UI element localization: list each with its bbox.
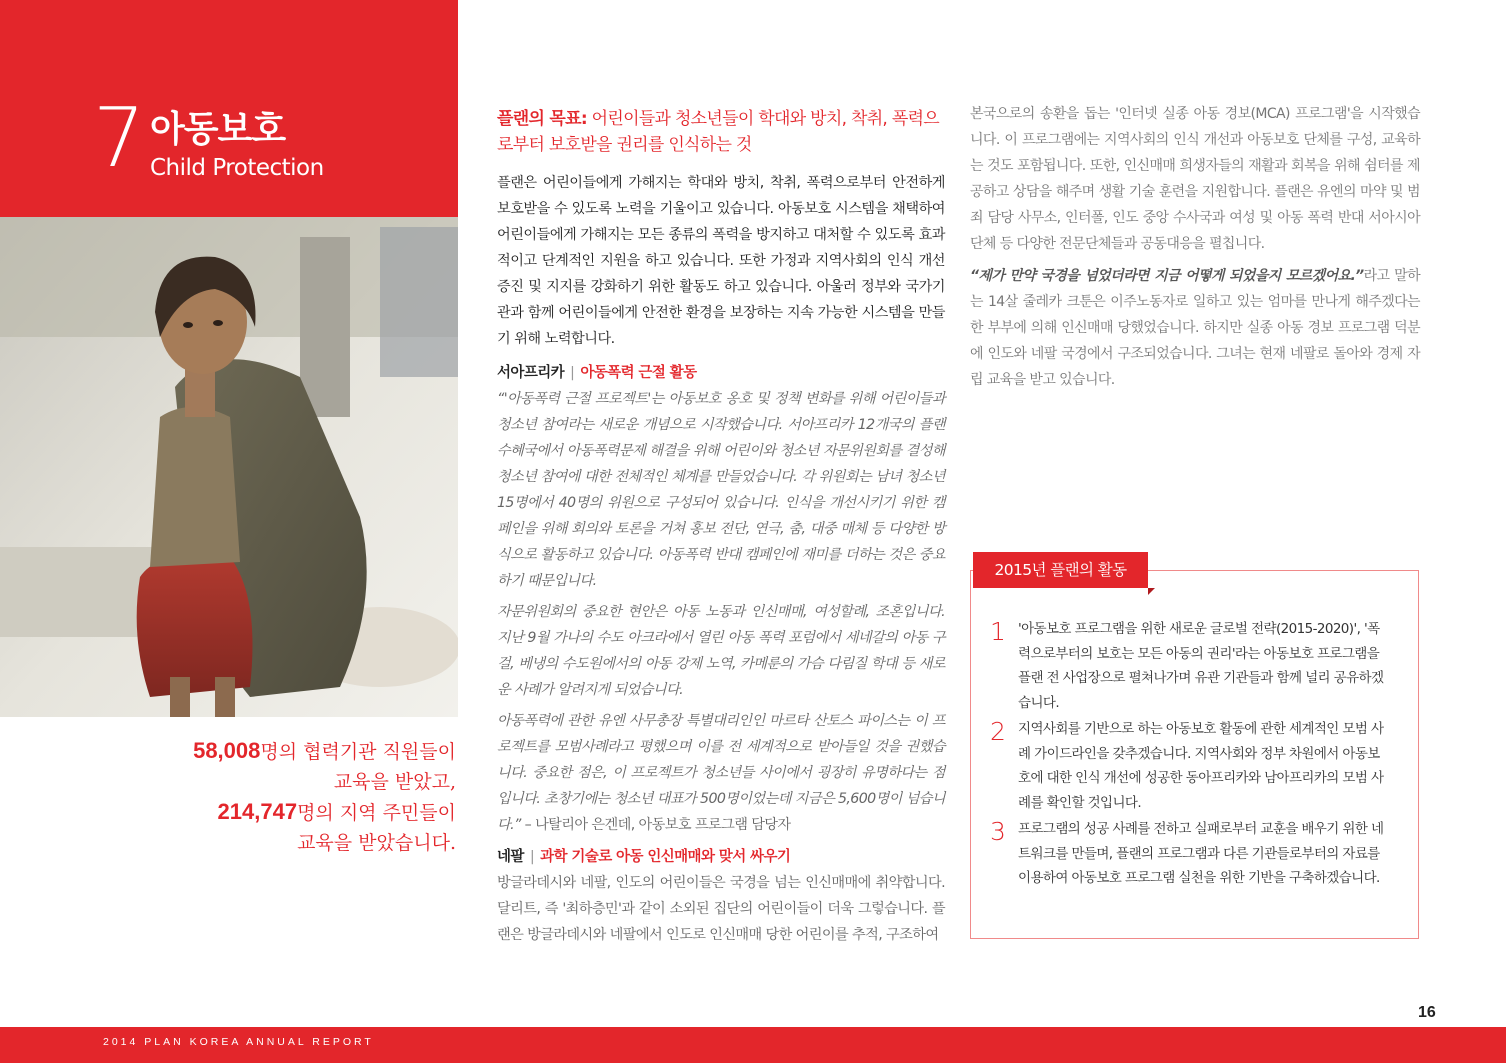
footer-text: 2014 PLAN KOREA ANNUAL REPORT — [103, 1036, 374, 1048]
stat-residents-count: 214,747 — [217, 799, 298, 824]
section-region: 서아프리카 — [497, 365, 565, 381]
section-heading-west-africa — [497, 360, 945, 386]
section-divider: | — [529, 849, 535, 865]
activity-item — [990, 817, 1390, 891]
testimony-paragraph — [970, 263, 1420, 393]
section-region: 네팔 — [497, 849, 524, 865]
activity-item — [990, 617, 1390, 715]
mca-paragraph: 본국으로의 송환을 돕는 '인터넷 실종 아동 경보(MCA) 프로그램'을 시작했습니다. 이 프로그램에는 지역사회의 인식 개선과 아동보호 단체를 구성, 교육하는 것도 포함됩니다. 또한, 인신매매 희생자들의 재활과 회복을 위해 쉼터를 제공하고 상담을 해주며 생활 기술 훈련을 지원합니다. 플랜은 유엔의 마약 및 범죄 담당 사무소, 인터폴, 인도 중앙 수사국과 여성 및 아동 폭력 반대 서아시아 단체 등 다양한 전문단체들과 공동대응을 펼칩니다. — [970, 106, 1420, 252]
child-photo-illustration — [0, 217, 458, 717]
stats-line-3 — [150, 797, 456, 828]
stat-staff-count: 58,008 — [193, 738, 261, 763]
testimony-quote: “제가 만약 국경을 넘었더라면 지금 어떻게 되었을지 모르겠어요.” — [970, 268, 1364, 284]
activity-text: 지역사회를 기반으로 하는 아동보호 활동에 관한 세계적인 모범 사례 가이드라인을 갖추겠습니다. 지역사회와 정부 차원에서 아동보호에 대한 인식 개선에 성공한 동아프리카와 남아프리카의 모범 사례를 확인할 것입니다. — [1018, 721, 1384, 811]
west-africa-quote-end: 아동폭력에 관한 유엔 사무총장 특별대리인인 마르타 산토스 파이스는 이 프로젝트를 모범사례라고 평했으며 이를 전 세계적으로 받아들일 것을 권했습니다. 중요한 점은, 이 프로젝트가 청소년들 사이에서 굉장히 유명하다는 점입니다. 초창기에는 청소년 대표가 500명이었는데 지금은 5,600명이 넘습니다.” — [497, 713, 946, 833]
west-africa-paragraph-3 — [497, 708, 945, 838]
chapter-title-ko: 아동보호 — [150, 109, 286, 150]
chapter-number: 7 — [93, 91, 146, 186]
west-africa-paragraph-1: “'아동폭력 근절 프로젝트'는 아동보호 옹호 및 정책 변화를 위해 어린이들과 청소년 참여라는 새로운 개념으로 시작했습니다. 서아프리카 12개국의 플랜 수혜국에서 아동폭력문제 해결을 위해 어린이와 청소년 자문위원회를 결성해 청소년 참여에 대한 전체적인 체계를 만들었습니다. 각 위원회는 남녀 청소년 15명에서 40명의 위원으로 구성되어 있습니다. 인식을 개선시키기 위한 캠페인을 위해 회의와 토론을 거쳐 홍보 전단, 연극, 춤, 대중 매체 등 다양한 방식으로 활동하고 있습니다. 아동폭력 반대 캠페인에 재미를 더하는 것은 중요하기 때문입니다. — [497, 391, 945, 589]
chapter-header — [0, 0, 458, 217]
right-column — [970, 101, 1420, 399]
chapter-title-en: Child Protection — [150, 155, 324, 181]
stats-callout — [150, 736, 456, 858]
main-column — [497, 106, 945, 948]
stats-line-4: 교육을 받았습니다. — [297, 832, 456, 854]
page-number: 16 — [1418, 1004, 1436, 1021]
activity-item — [990, 717, 1390, 815]
plan-goal-text: 어린이들과 청소년들이 학대와 방치, 착취, 폭력으로부터 보호받을 권리를 인식하는 것 — [497, 109, 940, 155]
nepal-paragraph: 방글라데시와 네팔, 인도의 어린이들은 국경을 넘는 인신매매에 취약합니다. 달리트, 즉 '최하층민'과 같이 소외된 집단의 어린이들이 더욱 그렇습니다. 플랜은 방글라데시와 네팔에서 인도로 인신매매 당한 어린이를 추적, 구조하여 — [497, 875, 945, 943]
footer-bar — [0, 1027, 1506, 1063]
section-title: 아동폭력 근절 활동 — [580, 365, 697, 381]
intro-paragraph: 플랜은 어린이들에게 가해지는 학대와 방치, 착취, 폭력으로부터 안전하게 보호받을 수 있도록 노력을 기울이고 있습니다. 아동보호 시스템을 채택하여 어린이들에게 가해지는 모든 종류의 폭력을 방지하고 대처할 수 있도록 효과적이고 단계적인 지원을 하고 있습니다. 또한 가정과 지역사회의 인식 개선 증진 및 지지를 강화하기 위한 활동도 하고 있습니다. 아울러 정부와 국가기관과 함께 어린이들에게 안전한 환경을 보장하는 지속 가능한 시스템을 만들기 위해 노력합니다. — [497, 175, 945, 347]
stats-line-2: 교육을 받았고, — [333, 771, 456, 793]
activity-text: '아동보호 프로그램을 위한 새로운 글로벌 전략(2015-2020)', '폭력으로부터의 보호는 모든 아동의 권리'라는 아동보호 프로그램을 플랜 전 사업장으로 펼쳐나가며 유관 기관들과 함께 널리 공유하겠습니다. — [1018, 621, 1384, 711]
section-divider: | — [570, 365, 575, 381]
activity-number: 2 — [990, 717, 1006, 746]
activity-text: 프로그램의 성공 사례를 전하고 실패로부터 교훈을 배우기 위한 네트워크를 만들며, 플랜의 프로그램과 다른 기관들로부터의 자료를 이용하여 아동보호 프로그램 실천을 위한 기반을 구축하겠습니다. — [1018, 821, 1384, 886]
plan-goal — [497, 106, 945, 158]
activity-number: 1 — [990, 617, 1006, 646]
activities-title: 2015년 플랜의 활동 — [973, 552, 1148, 588]
west-africa-paragraph-2: 자문위원회의 중요한 현안은 아동 노동과 인신매매, 여성할례, 조혼입니다. 지난 9월 가나의 수도 아크라에서 열린 아동 폭력 포럼에서 세네갈의 아동 구걸, 베냉의 수도원에서의 아동 강제 노역, 카메룬의 가슴 다림질 학대 등 새로운 사례가 알려지게 되었습니다. — [497, 604, 945, 698]
section-heading-nepal — [497, 844, 945, 870]
stat-residents-text: 명의 지역 주민들이 — [297, 802, 456, 824]
stat-staff-text: 명의 협력기관 직원들이 — [260, 741, 456, 763]
plan-goal-label: 플랜의 목표: — [497, 109, 587, 129]
stats-line-1 — [150, 736, 456, 767]
quote-attribution: – 나탈리아 은겐데, 아동보호 프로그램 담당자 — [520, 817, 791, 833]
child-photo — [0, 217, 458, 717]
activity-number: 3 — [990, 817, 1006, 846]
section-title: 과학 기술로 아동 인신매매와 맞서 싸우기 — [540, 849, 791, 865]
testimony-text: 라고 말하는 14살 줄레카 크툰은 이주노동자로 일하고 있는 엄마를 만나게 해주겠다는 한 부부에 의해 인신매매 당했었습니다. 하지만 실종 아동 경보 프로그램 덕분에 인도와 네팔 국경에서 구조되었습니다. 그녀는 현재 네팔로 돌아와 경제 자립 교육을 받고 있습니다. — [970, 268, 1420, 388]
